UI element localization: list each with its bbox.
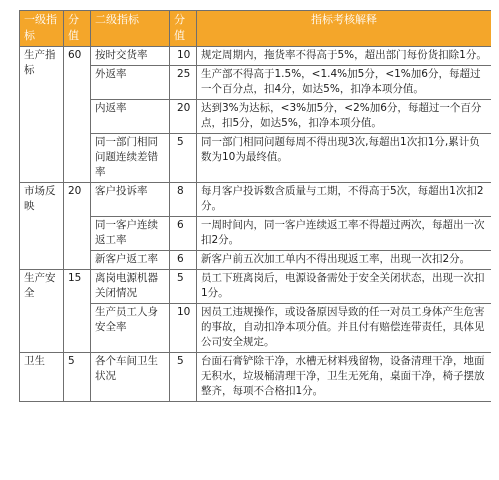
level1-indicator-cell: 卫生 bbox=[20, 353, 64, 402]
header-level2-score: 分值 bbox=[170, 11, 197, 47]
level1-score-cell: 60 bbox=[64, 47, 91, 183]
table-body bbox=[20, 47, 492, 402]
table-frame bbox=[19, 10, 491, 475]
header-explanation: 指标考核解释 bbox=[197, 11, 492, 47]
table-row bbox=[20, 47, 492, 66]
header-level2-indicator: 二级指标 bbox=[91, 11, 170, 47]
explanation-cell: 因员工违规操作，或设备原因导致的任一对员工身体产生危害的事故，自动扣净本项分值。并且付有赔偿连带责任，具体见公司安全规定。 bbox=[197, 304, 492, 353]
level2-indicator-cell: 客户投诉率 bbox=[91, 183, 170, 217]
level2-score-cell: 10 bbox=[170, 47, 197, 66]
table-row bbox=[20, 134, 492, 183]
level2-indicator-cell: 离岗电源机器关闭情况 bbox=[91, 270, 170, 304]
table-row bbox=[20, 251, 492, 270]
table-row bbox=[20, 304, 492, 353]
level2-score-cell: 25 bbox=[170, 66, 197, 100]
explanation-cell: 同一部门相同问题每周不得出现3次,每超出1次扣1分,累计负数为10为最终值。 bbox=[197, 134, 492, 183]
level2-indicator-cell: 各个车间卫生状况 bbox=[91, 353, 170, 402]
level1-indicator-cell: 生产安全 bbox=[20, 270, 64, 353]
level2-score-cell: 5 bbox=[170, 353, 197, 402]
table-row bbox=[20, 183, 492, 217]
level2-indicator-cell: 新客户返工率 bbox=[91, 251, 170, 270]
table-row bbox=[20, 100, 492, 134]
header-row bbox=[20, 11, 492, 47]
level2-indicator-cell: 生产员工人身安全率 bbox=[91, 304, 170, 353]
table-row bbox=[20, 353, 492, 402]
explanation-cell: 规定周期内，拖货率不得高于5%，超出部门每份货扣除1分。 bbox=[197, 47, 492, 66]
level1-indicator-cell: 生产指标 bbox=[20, 47, 64, 183]
level2-indicator-cell: 同一部门相同问题连续差错率 bbox=[91, 134, 170, 183]
explanation-cell: 每月客户投诉数含质量与工期，不得高于5次，每超出1次扣2分。 bbox=[197, 183, 492, 217]
header-level1-indicator: 一级指标 bbox=[20, 11, 64, 47]
level2-score-cell: 8 bbox=[170, 183, 197, 217]
level2-score-cell: 6 bbox=[170, 251, 197, 270]
level2-score-cell: 5 bbox=[170, 270, 197, 304]
level2-score-cell: 5 bbox=[170, 134, 197, 183]
table-row bbox=[20, 217, 492, 251]
explanation-cell: 一周时间内，同一客户连续返工率不得超过两次，每超出一次扣2分。 bbox=[197, 217, 492, 251]
explanation-cell: 新客户前五次加工单内不得出现返工率，出现一次扣2分。 bbox=[197, 251, 492, 270]
explanation-cell: 台面石膏铲除干净，水槽无材料残留物，设备清理干净，地面无积水，垃圾桶清理干净，卫生无死角，桌面干净，椅子摆放整齐，每项不合格扣1分。 bbox=[197, 353, 492, 402]
table-row bbox=[20, 270, 492, 304]
level1-score-cell: 20 bbox=[64, 183, 91, 270]
level2-indicator-cell: 按时交货率 bbox=[91, 47, 170, 66]
level1-score-cell: 5 bbox=[64, 353, 91, 402]
explanation-cell: 员工下班离岗后，电源设备需处于安全关闭状态，出现一次扣1分。 bbox=[197, 270, 492, 304]
level2-indicator-cell: 同一客户连续返工率 bbox=[91, 217, 170, 251]
explanation-cell: 达到3%为达标，<3%加5分，<2%加6分，每超过一个百分点，扣5分，如达5%，扣净本项分值。 bbox=[197, 100, 492, 134]
kpi-table bbox=[19, 10, 491, 402]
level1-indicator-cell: 市场反映 bbox=[20, 183, 64, 270]
bottom-fade bbox=[19, 461, 491, 475]
header-level1-score: 分值 bbox=[64, 11, 91, 47]
level2-score-cell: 20 bbox=[170, 100, 197, 134]
level2-score-cell: 6 bbox=[170, 217, 197, 251]
level2-score-cell: 10 bbox=[170, 304, 197, 353]
table-row bbox=[20, 66, 492, 100]
level2-indicator-cell: 外返率 bbox=[91, 66, 170, 100]
level2-indicator-cell: 内返率 bbox=[91, 100, 170, 134]
explanation-cell: 生产部不得高于1.5%，<1.4%加5分，<1%加6分，每超过一个百分点，扣4分，如达5%，扣净本项分值。 bbox=[197, 66, 492, 100]
level1-score-cell: 15 bbox=[64, 270, 91, 353]
